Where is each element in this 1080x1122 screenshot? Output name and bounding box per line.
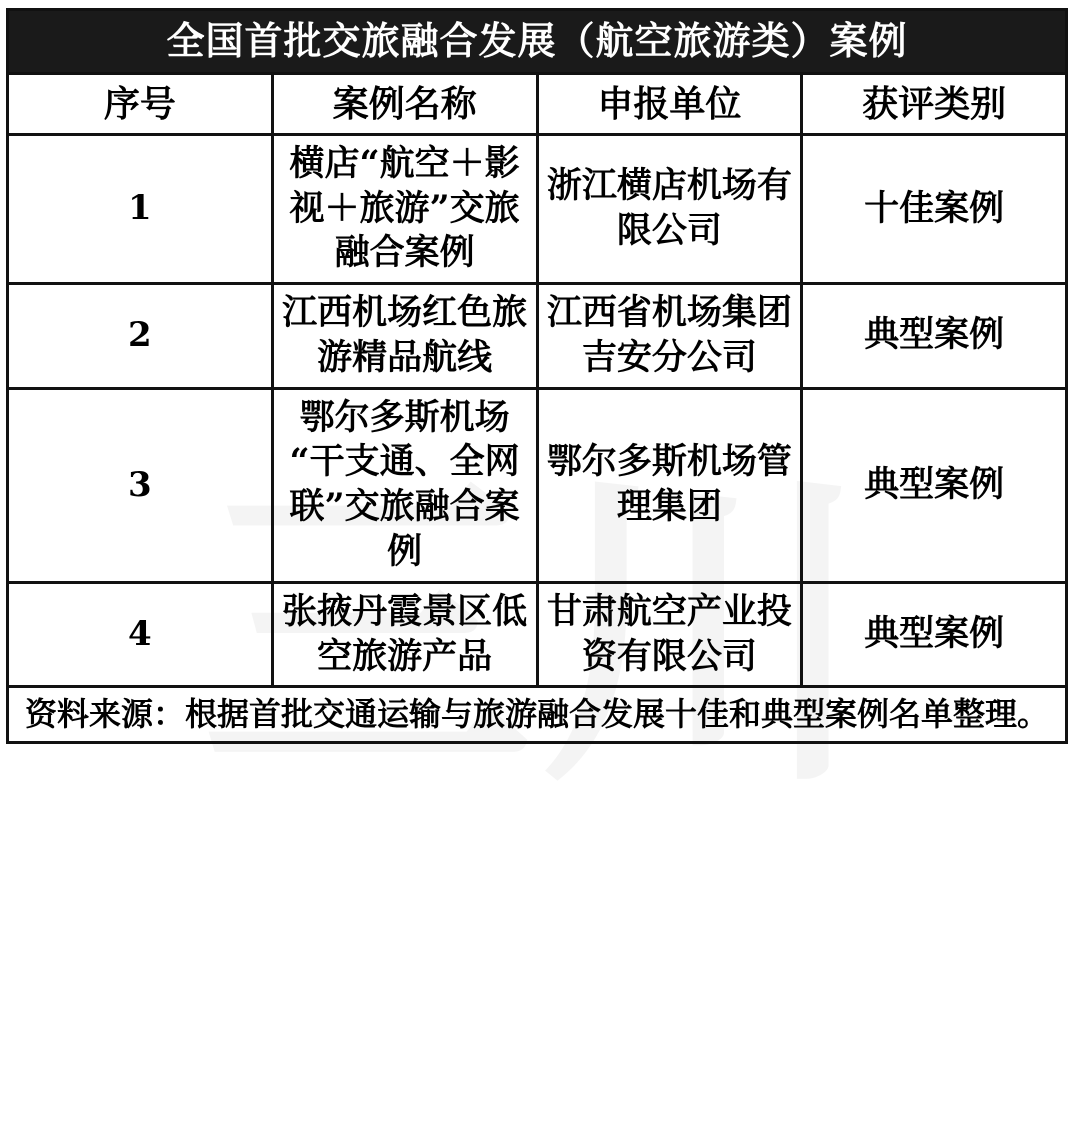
table-header [8, 10, 1067, 135]
table-row [8, 284, 1067, 389]
cell-unit: 浙江横店机场有限公司 [537, 134, 802, 283]
cell-no: 4 [8, 582, 273, 687]
cell-unit: 甘肃航空产业投资有限公司 [537, 582, 802, 687]
table-row [8, 134, 1067, 283]
column-header-no: 序号 [8, 73, 273, 134]
cell-case-name: 鄂尔多斯机场“干支通、全网联”交旅融合案例 [272, 388, 537, 582]
cell-unit: 鄂尔多斯机场管理集团 [537, 388, 802, 582]
table-column-header-row [8, 73, 1067, 134]
cell-unit: 江西省机场集团吉安分公司 [537, 284, 802, 389]
table-title-row [8, 10, 1067, 74]
cell-case-name: 横店“航空＋影视＋旅游”交旅融合案例 [272, 134, 537, 283]
cases-table [6, 8, 1068, 744]
cell-no: 3 [8, 388, 273, 582]
table-body [8, 134, 1067, 743]
table-row [8, 388, 1067, 582]
cell-category: 典型案例 [802, 388, 1067, 582]
table-source-note: 资料来源：根据首批交通运输与旅游融合发展十佳和典型案例名单整理。 [8, 687, 1067, 743]
cell-category: 十佳案例 [802, 134, 1067, 283]
table-title: 全国首批交旅融合发展（航空旅游类）案例 [8, 10, 1067, 74]
cell-no: 2 [8, 284, 273, 389]
cell-case-name: 江西机场红色旅游精品航线 [272, 284, 537, 389]
cell-no: 1 [8, 134, 273, 283]
cell-case-name: 张掖丹霞景区低空旅游产品 [272, 582, 537, 687]
table-source-row [8, 687, 1067, 743]
cell-category: 典型案例 [802, 284, 1067, 389]
column-header-unit: 申报单位 [537, 73, 802, 134]
cell-category: 典型案例 [802, 582, 1067, 687]
table-row [8, 582, 1067, 687]
column-header-case-name: 案例名称 [272, 73, 537, 134]
column-header-category: 获评类别 [802, 73, 1067, 134]
